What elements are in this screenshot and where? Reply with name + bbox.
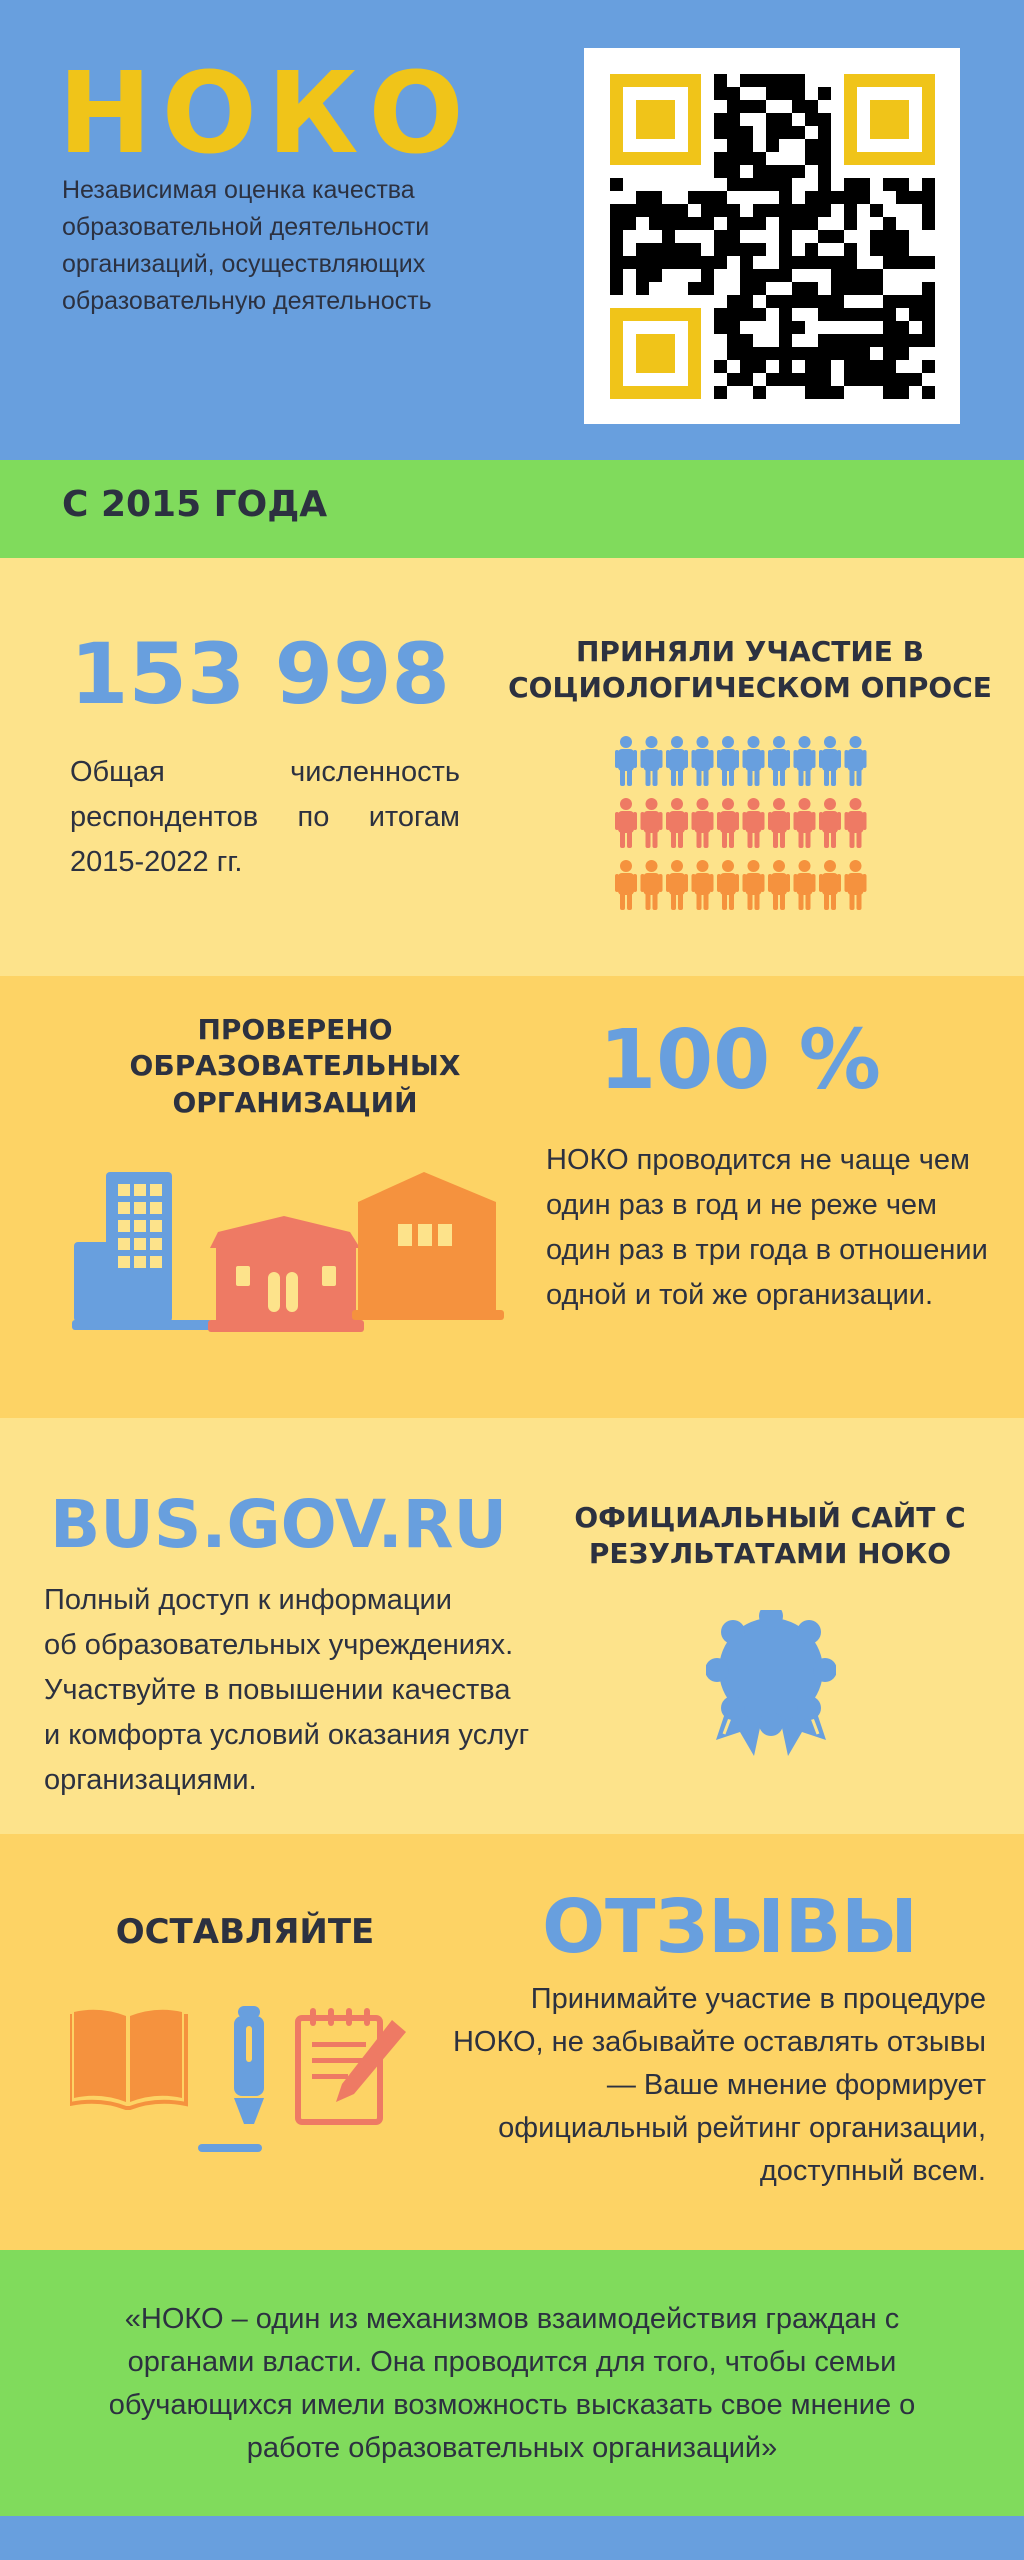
reviews-section: [0, 1834, 1024, 2250]
review-icons: [70, 2006, 410, 2156]
reviews-description: Принимайте участие в процедуре НОКО, не забывайте оставлять отзывы — Ваше мнение формирует официальный рейтинг организации, доступный всем.: [452, 1983, 986, 2187]
site-heading: ОФИЦИАЛЬНЫЙ САЙТ С РЕЗУЛЬТАТАМИ НОКО: [574, 1501, 966, 1571]
reviews-heading-right: ОТЗЫВЫ: [542, 1884, 918, 1970]
site-url[interactable]: BUS.GOV.RU: [50, 1486, 508, 1563]
since-label: С 2015 ГОДА: [62, 484, 328, 525]
buildings-icon: [68, 1172, 508, 1332]
checked-heading: ПРОВЕРЕНО ОБРАЗОВАТЕЛЬНЫХ ОРГАНИЗАЦИЙ: [129, 1013, 461, 1119]
award-badge-icon: [706, 1610, 836, 1760]
respondents-description: Общая численность респондентов по итогам 2015-2022 гг.: [70, 756, 460, 878]
site-section: [0, 1418, 1024, 1834]
respondents-heading: ПРИНЯЛИ УЧАСТИЕ В СОЦИОЛОГИЧЕСКОМ ОПРОСЕ: [508, 635, 992, 705]
site-description-line: об образовательных учреждениях.: [44, 1629, 514, 1661]
respondents-number: 153 998: [70, 625, 450, 723]
site-description-line: Полный доступ к информации: [44, 1584, 452, 1616]
checked-section: [0, 976, 1024, 1418]
quote-text: «НОКО – один из механизмов взаимодействия граждан с органами власти. Она проводится для того, чтобы семьи обучающихся имели возможность высказать свое мнение о работе образовательных организаций»: [108, 2303, 916, 2464]
page-subtitle: Независимая оценка качества образовательной деятельности организаций, осуществляющих образовательную деятельность: [62, 176, 432, 315]
site-description: [44, 1578, 604, 1803]
site-description-line: Участвуйте в повышении качества: [44, 1674, 511, 1706]
pen-icon: [198, 2006, 264, 2152]
people-icon: [612, 736, 872, 916]
site-description-line: и комфорта условий оказания услуг: [44, 1719, 530, 1751]
page-title: НОКО: [58, 49, 474, 179]
header-section: [0, 0, 1024, 460]
qr-code-icon[interactable]: [584, 48, 960, 424]
reviews-heading-left: ОСТАВЛЯЙТЕ: [115, 1912, 375, 1952]
notepad-icon: [298, 2008, 406, 2122]
respondents-section: [0, 558, 1024, 976]
book-icon: [70, 2010, 186, 2108]
checked-percent: 100 %: [599, 1013, 881, 1108]
checked-description: НОКО проводится не чаще чем один раз в год и не реже чем один раз в три года в отношении одной и той же организации.: [546, 1144, 988, 1311]
footer-strip: [0, 2516, 1024, 2560]
since-banner: [0, 460, 1024, 558]
quote-section: [0, 2250, 1024, 2516]
site-description-line: организациями.: [44, 1764, 257, 1796]
